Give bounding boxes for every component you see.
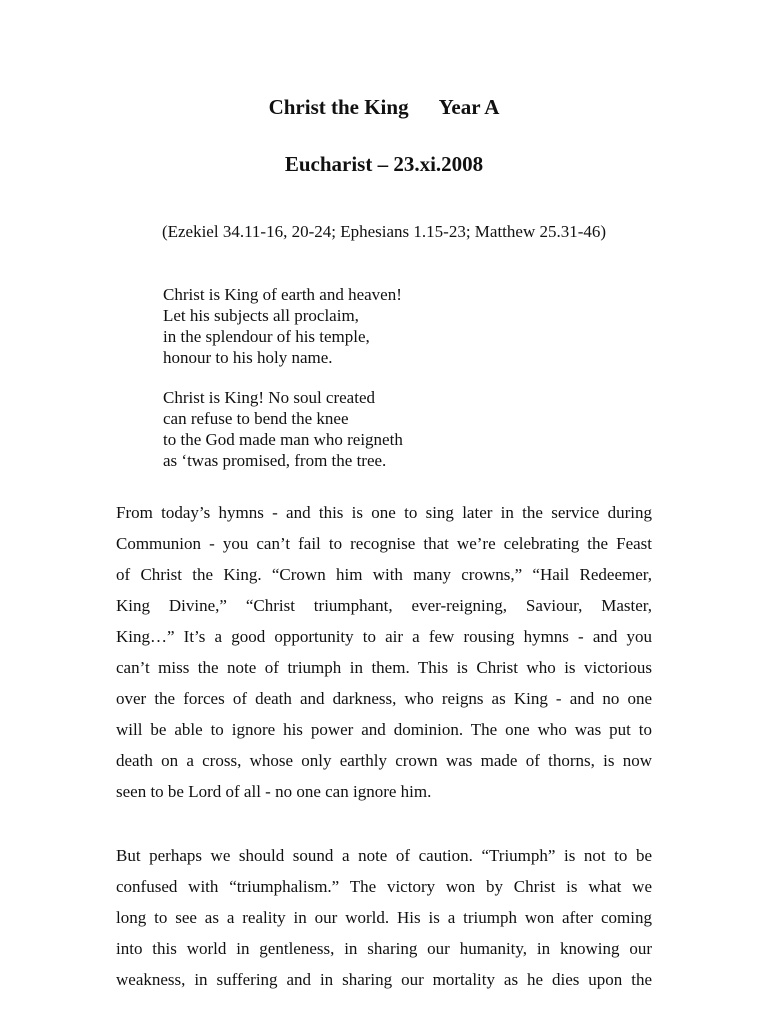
hymn-line: Christ is King! No soul created	[163, 388, 375, 407]
paragraph-line: long to see as a reality in our world. His is a triumph won after coming	[116, 908, 652, 927]
hymn-line: as ‘twas promised, from the tree.	[163, 451, 387, 470]
paragraph-line: weakness, in suffering and in sharing our mortality as he dies upon the	[116, 970, 652, 989]
hymn-line: Christ is King of earth and heaven!	[163, 285, 402, 304]
paragraph-line: of Christ the King. “Crown him with many crowns,” “Hail Redeemer,	[116, 565, 652, 584]
year-text: Year A	[438, 95, 500, 119]
page-title	[0, 95, 768, 119]
hymn-stanza-1	[163, 284, 402, 368]
page-subtitle: Eucharist – 23.xi.2008	[284, 152, 484, 176]
hymn-line: Let his subjects all proclaim,	[163, 306, 359, 325]
paragraph-line: into this world in gentleness, in sharing our humanity, in knowing our	[116, 939, 652, 958]
paragraph-line: King Divine,” “Christ triumphant, ever-reigning, Saviour, Master,	[116, 596, 652, 615]
paragraph-line: can’t miss the note of triumph in them. This is Christ who is victorious	[116, 658, 652, 677]
hymn-stanza-2	[163, 387, 403, 471]
hymn-line: can refuse to bend the knee	[163, 409, 349, 428]
hymn-line: honour to his holy name.	[163, 348, 333, 367]
paragraph-line: Communion - you can’t fail to recognise that we’re celebrating the Feast	[116, 534, 652, 553]
body-paragraph-1	[116, 497, 652, 807]
paragraph-line: will be able to ignore his power and dominion. The one who was put to	[116, 720, 652, 739]
paragraph-line: But perhaps we should sound a note of caution. “Triumph” is not to be	[116, 846, 652, 865]
paragraph-line: From today’s hymns - and this is one to sing later in the service during	[116, 503, 652, 522]
body-paragraph-2	[116, 840, 652, 995]
hymn-line: to the God made man who reigneth	[163, 430, 403, 449]
paragraph-line: seen to be Lord of all - no one can ignore him.	[116, 782, 432, 801]
paragraph-line: over the forces of death and darkness, who reigns as King - and no one	[116, 689, 652, 708]
paragraph-line: King…” It’s a good opportunity to air a few rousing hymns - and you	[116, 627, 652, 646]
paragraph-line: death on a cross, whose only earthly crown was made of thorns, is now	[116, 751, 652, 770]
paragraph-line: confused with “triumphalism.” The victory won by Christ is what we	[116, 877, 652, 896]
readings-reference: (Ezekiel 34.11-16, 20-24; Ephesians 1.15-23; Matthew 25.31-46)	[161, 222, 607, 241]
hymn-line: in the splendour of his temple,	[163, 327, 370, 346]
title-text: Christ the King	[268, 95, 409, 119]
